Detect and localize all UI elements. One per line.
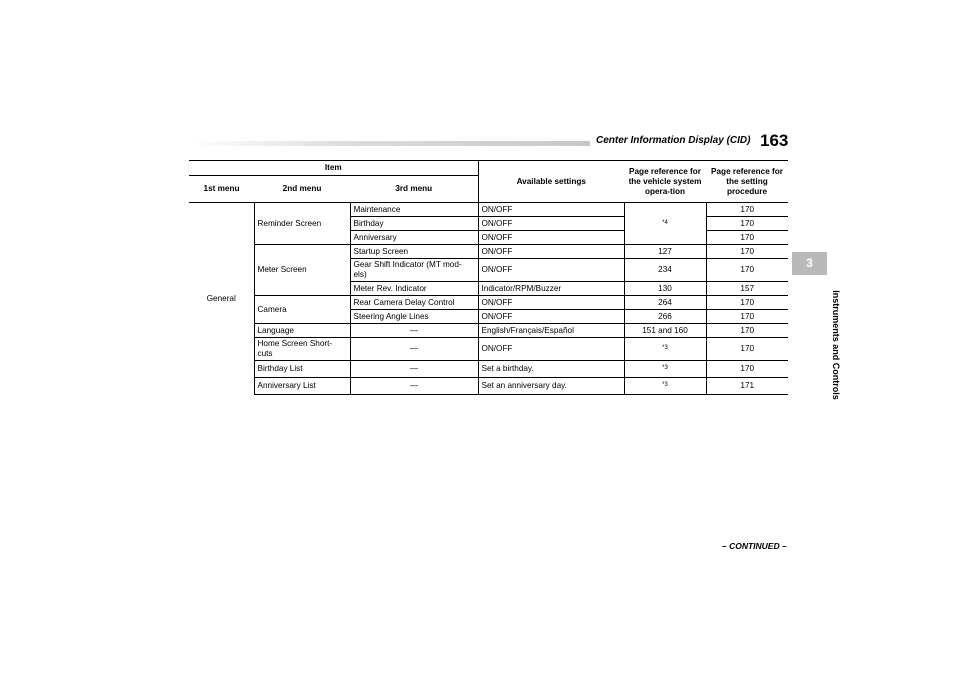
available-cell: ON/OFF <box>478 296 624 310</box>
camera-cell: Camera <box>254 296 350 324</box>
setting-ref-cell: 170 <box>706 231 788 245</box>
vehicle-ref-cell <box>624 338 706 361</box>
available-cell: Set an anniversary day. <box>478 378 624 395</box>
setting-ref-cell: 170 <box>706 324 788 338</box>
third-menu-cell: Meter Rev. Indicator <box>350 282 478 296</box>
third-menu-cell: — <box>350 378 478 395</box>
page-title: Center Information Display (CID) <box>596 135 751 146</box>
second-menu-cell: Birthday List <box>254 361 350 378</box>
available-cell: ON/OFF <box>478 231 624 245</box>
setting-ref-cell: 170 <box>706 296 788 310</box>
available-cell: ON/OFF <box>478 217 624 231</box>
third-menu-cell: — <box>350 361 478 378</box>
table-row <box>189 324 788 338</box>
header-rule <box>190 141 590 146</box>
setting-ref-cell: 171 <box>706 378 788 395</box>
second-menu-cell: Language <box>254 324 350 338</box>
third-menu-cell: Steering Angle Lines <box>350 310 478 324</box>
vehicle-ref-cell: 130 <box>624 282 706 296</box>
third-menu-cell: — <box>350 338 478 361</box>
chapter-title: Instruments and Controls <box>831 290 841 400</box>
page-ref-setting-header: Page reference for the setting procedure <box>706 161 788 203</box>
second-menu-header: 2nd menu <box>254 176 350 203</box>
second-menu-cell: Home Screen Short-cuts <box>254 338 350 361</box>
setting-ref-cell: 170 <box>706 203 788 217</box>
item-header: Item <box>189 161 478 176</box>
reminder-screen-cell: Reminder Screen <box>254 203 350 245</box>
footnote-ref: *3 <box>662 382 668 388</box>
table-row <box>189 361 788 378</box>
chapter-tab: 3 <box>792 252 827 275</box>
available-cell: ON/OFF <box>478 310 624 324</box>
setting-ref-cell: 170 <box>706 245 788 259</box>
third-menu-cell: Gear Shift Indicator (MT mod-els) <box>350 259 478 282</box>
available-settings-header: Available settings <box>478 161 624 203</box>
available-cell: ON/OFF <box>478 203 624 217</box>
setting-ref-cell: 170 <box>706 259 788 282</box>
vehicle-ref-cell: 151 and 160 <box>624 324 706 338</box>
third-menu-cell: Rear Camera Delay Control <box>350 296 478 310</box>
meter-screen-cell: Meter Screen <box>254 245 350 296</box>
first-menu-general: General <box>189 203 254 395</box>
available-cell: ON/OFF <box>478 338 624 361</box>
footnote-ref: *3 <box>662 345 668 351</box>
header-row <box>189 161 788 176</box>
available-cell: ON/OFF <box>478 245 624 259</box>
setting-ref-cell: 170 <box>706 217 788 231</box>
third-menu-cell: Startup Screen <box>350 245 478 259</box>
vehicle-ref-cell: 264 <box>624 296 706 310</box>
table-row <box>189 338 788 361</box>
table-row <box>189 245 788 259</box>
settings-table <box>189 160 788 395</box>
page-ref-vehicle-header: Page reference for the vehicle system opera-tion <box>624 161 706 203</box>
table-row <box>189 296 788 310</box>
table-row <box>189 378 788 395</box>
setting-ref-cell: 170 <box>706 310 788 324</box>
table-row <box>189 203 788 217</box>
setting-ref-cell: 157 <box>706 282 788 296</box>
continued-label: – CONTINUED – <box>722 541 787 551</box>
setting-ref-cell: 170 <box>706 361 788 378</box>
vehicle-ref-cell: 234 <box>624 259 706 282</box>
vehicle-ref-cell <box>624 203 706 245</box>
vehicle-ref-cell <box>624 378 706 395</box>
available-cell: Indicator/RPM/Buzzer <box>478 282 624 296</box>
second-menu-cell: Anniversary List <box>254 378 350 395</box>
first-menu-header: 1st menu <box>189 176 254 203</box>
available-cell: English/Français/Español <box>478 324 624 338</box>
third-menu-cell: Maintenance <box>350 203 478 217</box>
available-cell: ON/OFF <box>478 259 624 282</box>
setting-ref-cell: 170 <box>706 338 788 361</box>
third-menu-cell: Birthday <box>350 217 478 231</box>
third-menu-header: 3rd menu <box>350 176 478 203</box>
page-number: 163 <box>760 131 789 150</box>
third-menu-cell: Anniversary <box>350 231 478 245</box>
third-menu-cell: — <box>350 324 478 338</box>
footnote-ref: *4 <box>662 219 668 226</box>
vehicle-ref-cell: 127 <box>624 245 706 259</box>
available-cell: Set a birthday. <box>478 361 624 378</box>
vehicle-ref-cell: 266 <box>624 310 706 324</box>
vehicle-ref-cell <box>624 361 706 378</box>
footnote-ref: *3 <box>662 365 668 371</box>
